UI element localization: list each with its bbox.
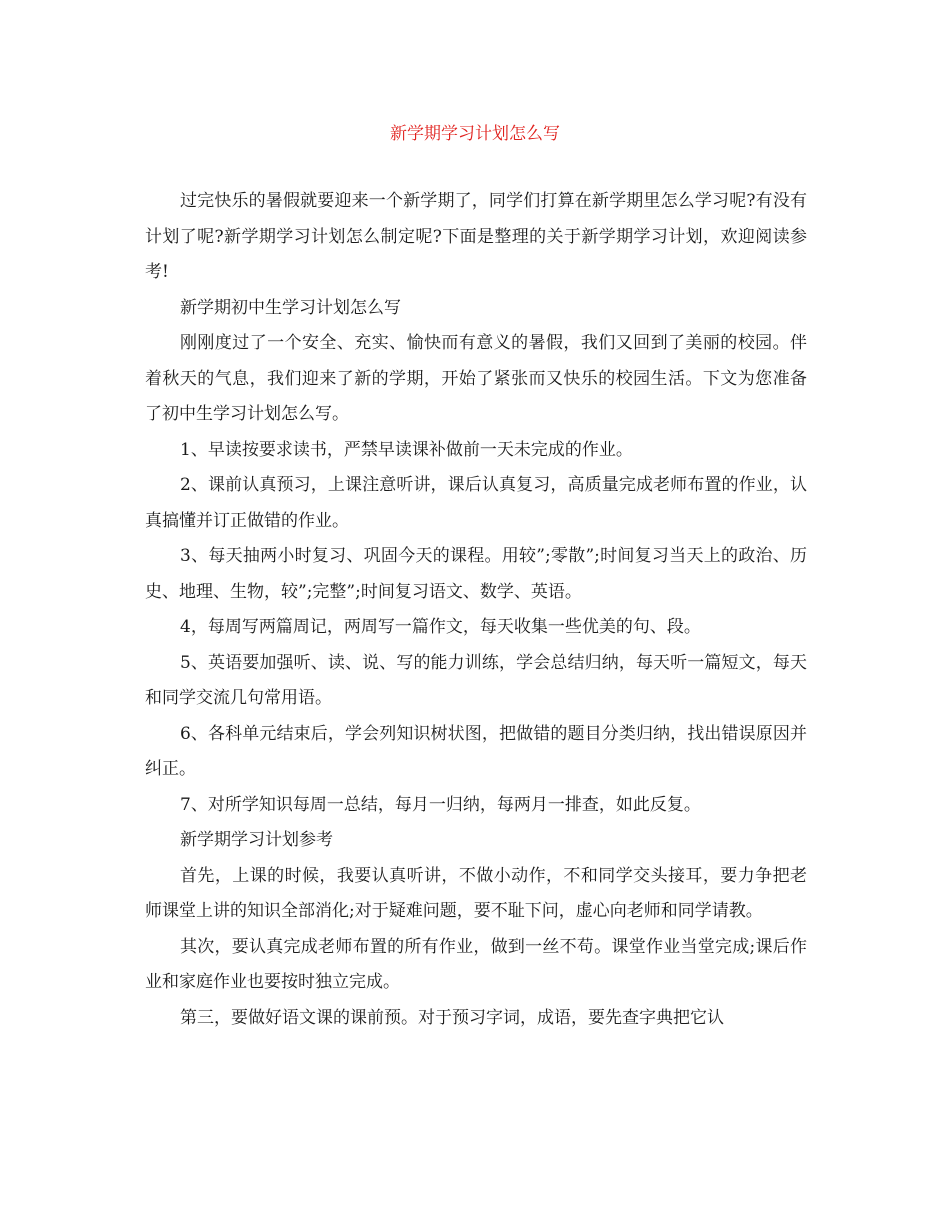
list-item: 6、各科单元结束后，学会列知识树状图，把做错的题目分类归纳，找出错误原因并纠正。 [145, 723, 807, 779]
body-paragraph: 刚刚度过了一个安全、充实、愉快而有意义的暑假，我们又回到了美丽的校园。伴着秋天的气息，我们迎来了新的学期，开始了紧张而又快乐的校园生活。下文为您准备了初中生学习计划怎么写。 [145, 333, 807, 424]
document-title: 新学期学习计划怎么写 [390, 124, 560, 144]
list-item: 4，每周写两篇周记，两周写一篇作文，每天收集一些优美的句、段。 [180, 617, 701, 637]
list-item: 3、每天抽两小时复习、巩固今天的课程。用较”;零散”;时间复习当天上的政治、历史、地理、生物，较”;完整”;时间复习语文、数学、英语。 [145, 546, 807, 602]
intro-paragraph: 过完快乐的暑假就要迎来一个新学期了，同学们打算在新学期里怎么学习呢?有没有计划了呢?新学期学习计划怎么制定呢?下面是整理的关于新学期学习计划，欢迎阅读参考! [145, 191, 807, 282]
section-heading-plan-reference: 新学期学习计划参考 [180, 830, 333, 850]
document-body [145, 184, 807, 1036]
list-item: 2、课前认真预习，上课注意听讲，课后认真复习，高质量完成老师布置的作业，认真搞懂并订正做错的作业。 [145, 475, 807, 531]
list-item: 5、英语要加强听、读、说、写的能力训练，学会总结归纳，每天听一篇短文，每天和同学交流几句常用语。 [145, 652, 807, 708]
section-heading-junior-plan: 新学期初中生学习计划怎么写 [180, 297, 401, 318]
list-item: 7、对所学知识每周一总结，每月一归纳，每两月一排查，如此反复。 [180, 794, 701, 815]
body-paragraph: 其次，要认真完成老师布置的所有作业，做到一丝不苟。课堂作业当堂完成;课后作业和家庭作业也要按时独立完成。 [145, 936, 807, 992]
body-paragraph: 首先，上课的时候，我要认真听讲，不做小动作，不和同学交头接耳，要力争把老师课堂上讲的知识全部消化;对于疑难问题，要不耻下问，虚心向老师和同学请教。 [145, 865, 807, 921]
list-item: 1、早读按要求读书，严禁早读课补做前一天未完成的作业。 [180, 439, 633, 460]
body-paragraph: 第三，要做好语文课的课前预。对于预习字词，成语，要先查字典把它认 [180, 1007, 724, 1028]
